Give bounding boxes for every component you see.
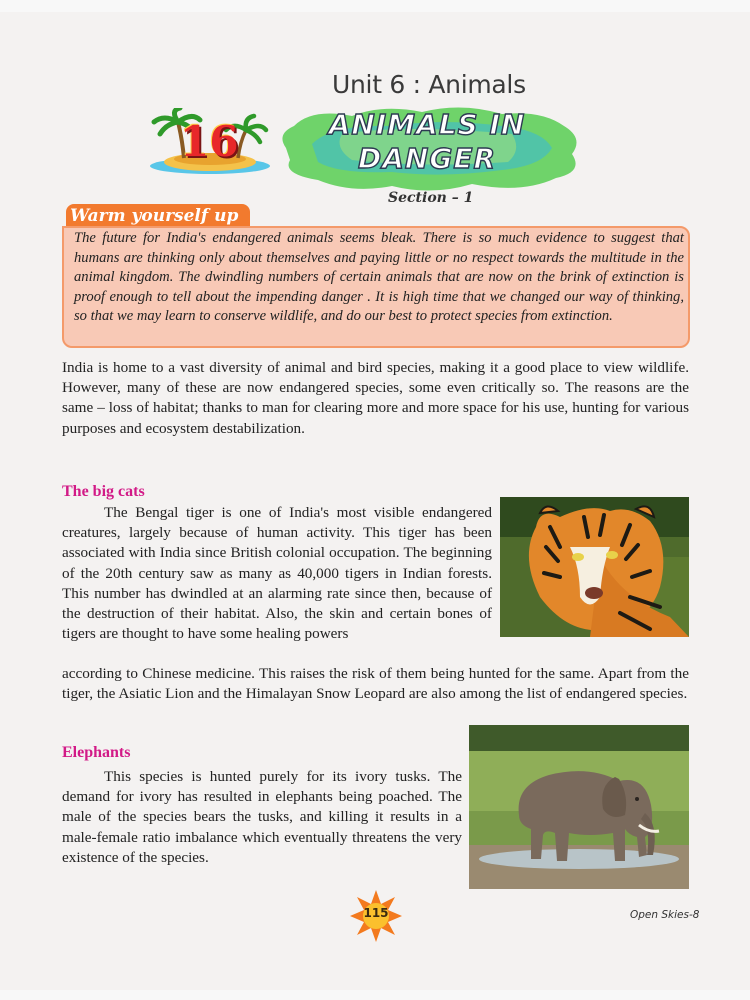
unit-title: Unit 6 : Animals (332, 70, 526, 99)
chapter-title-line2: DANGER (357, 142, 496, 175)
book-name: Open Skies-8 (630, 909, 700, 921)
elephants-paragraph (62, 767, 462, 868)
chapter-title (296, 108, 558, 176)
elephants-heading: Elephants (62, 744, 131, 761)
page-number: 115 (363, 906, 389, 920)
intro-paragraph: India is home to a vast diversity of animal and bird species, making it a good place to view wildlife. However, many of these are now endangered species, some even critically so. The reasons are the same – loss of habitat; thanks to man for clearing more and more space for his use, hunting for various purposes and ecosystem destabilization. (62, 359, 689, 437)
top-margin-band (0, 0, 750, 12)
big-cats-paragraph (62, 503, 492, 644)
warm-up-title: Warm yourself up (70, 206, 239, 226)
bottom-margin-band (0, 990, 750, 1000)
big-cats-text-part1: The Bengal tiger is one of India's most visible endangered creatures, largely because of human activity. This tiger has been associated with India since British colonial occupation. The beginning of the 20th century saw as many as 40,000 tigers in Indian forests. This number has dwindled at an alarming rate since then, because of the destruction of their habitat. Also, the skin and certain bones of tigers are thought to have some healing powers (62, 504, 492, 643)
tiger-photo (500, 497, 689, 637)
warm-up-text: The future for India's endangered animals seems bleak. There is so much evidence to suggest that humans are thinking only about themselves and paying little or no respect towards the multitude in the animal kingdom. The dwindling numbers of certain animals that are now on the brink of extinction is proof enough to tell about the impending danger . It is high time that we changed our way of thinking, so that we may learn to conserve wildlife, and do our best to protect species from extinction. (74, 230, 684, 325)
elephant-photo (469, 725, 689, 889)
chapter-title-line1: ANIMALS IN (328, 108, 526, 141)
big-cats-text-part2: according to Chinese medicine. This raises the risk of them being hunted for the same. Apart from the tiger, the Asiatic Lion and the Himalayan Snow Leopard are also among the list of endangered species. (62, 665, 689, 703)
big-cats-heading: The big cats (62, 483, 145, 500)
elephants-text: This species is hunted purely for its ivory tusks. The demand for ivory has resulted in elephants being poached. The male of the species bears the tusks, and killing it results in a male-female ratio imbalance which eventually threatens the very existence of the species. (62, 768, 462, 866)
chapter-number: 16 (180, 117, 239, 166)
section-label: Section – 1 (388, 190, 474, 206)
